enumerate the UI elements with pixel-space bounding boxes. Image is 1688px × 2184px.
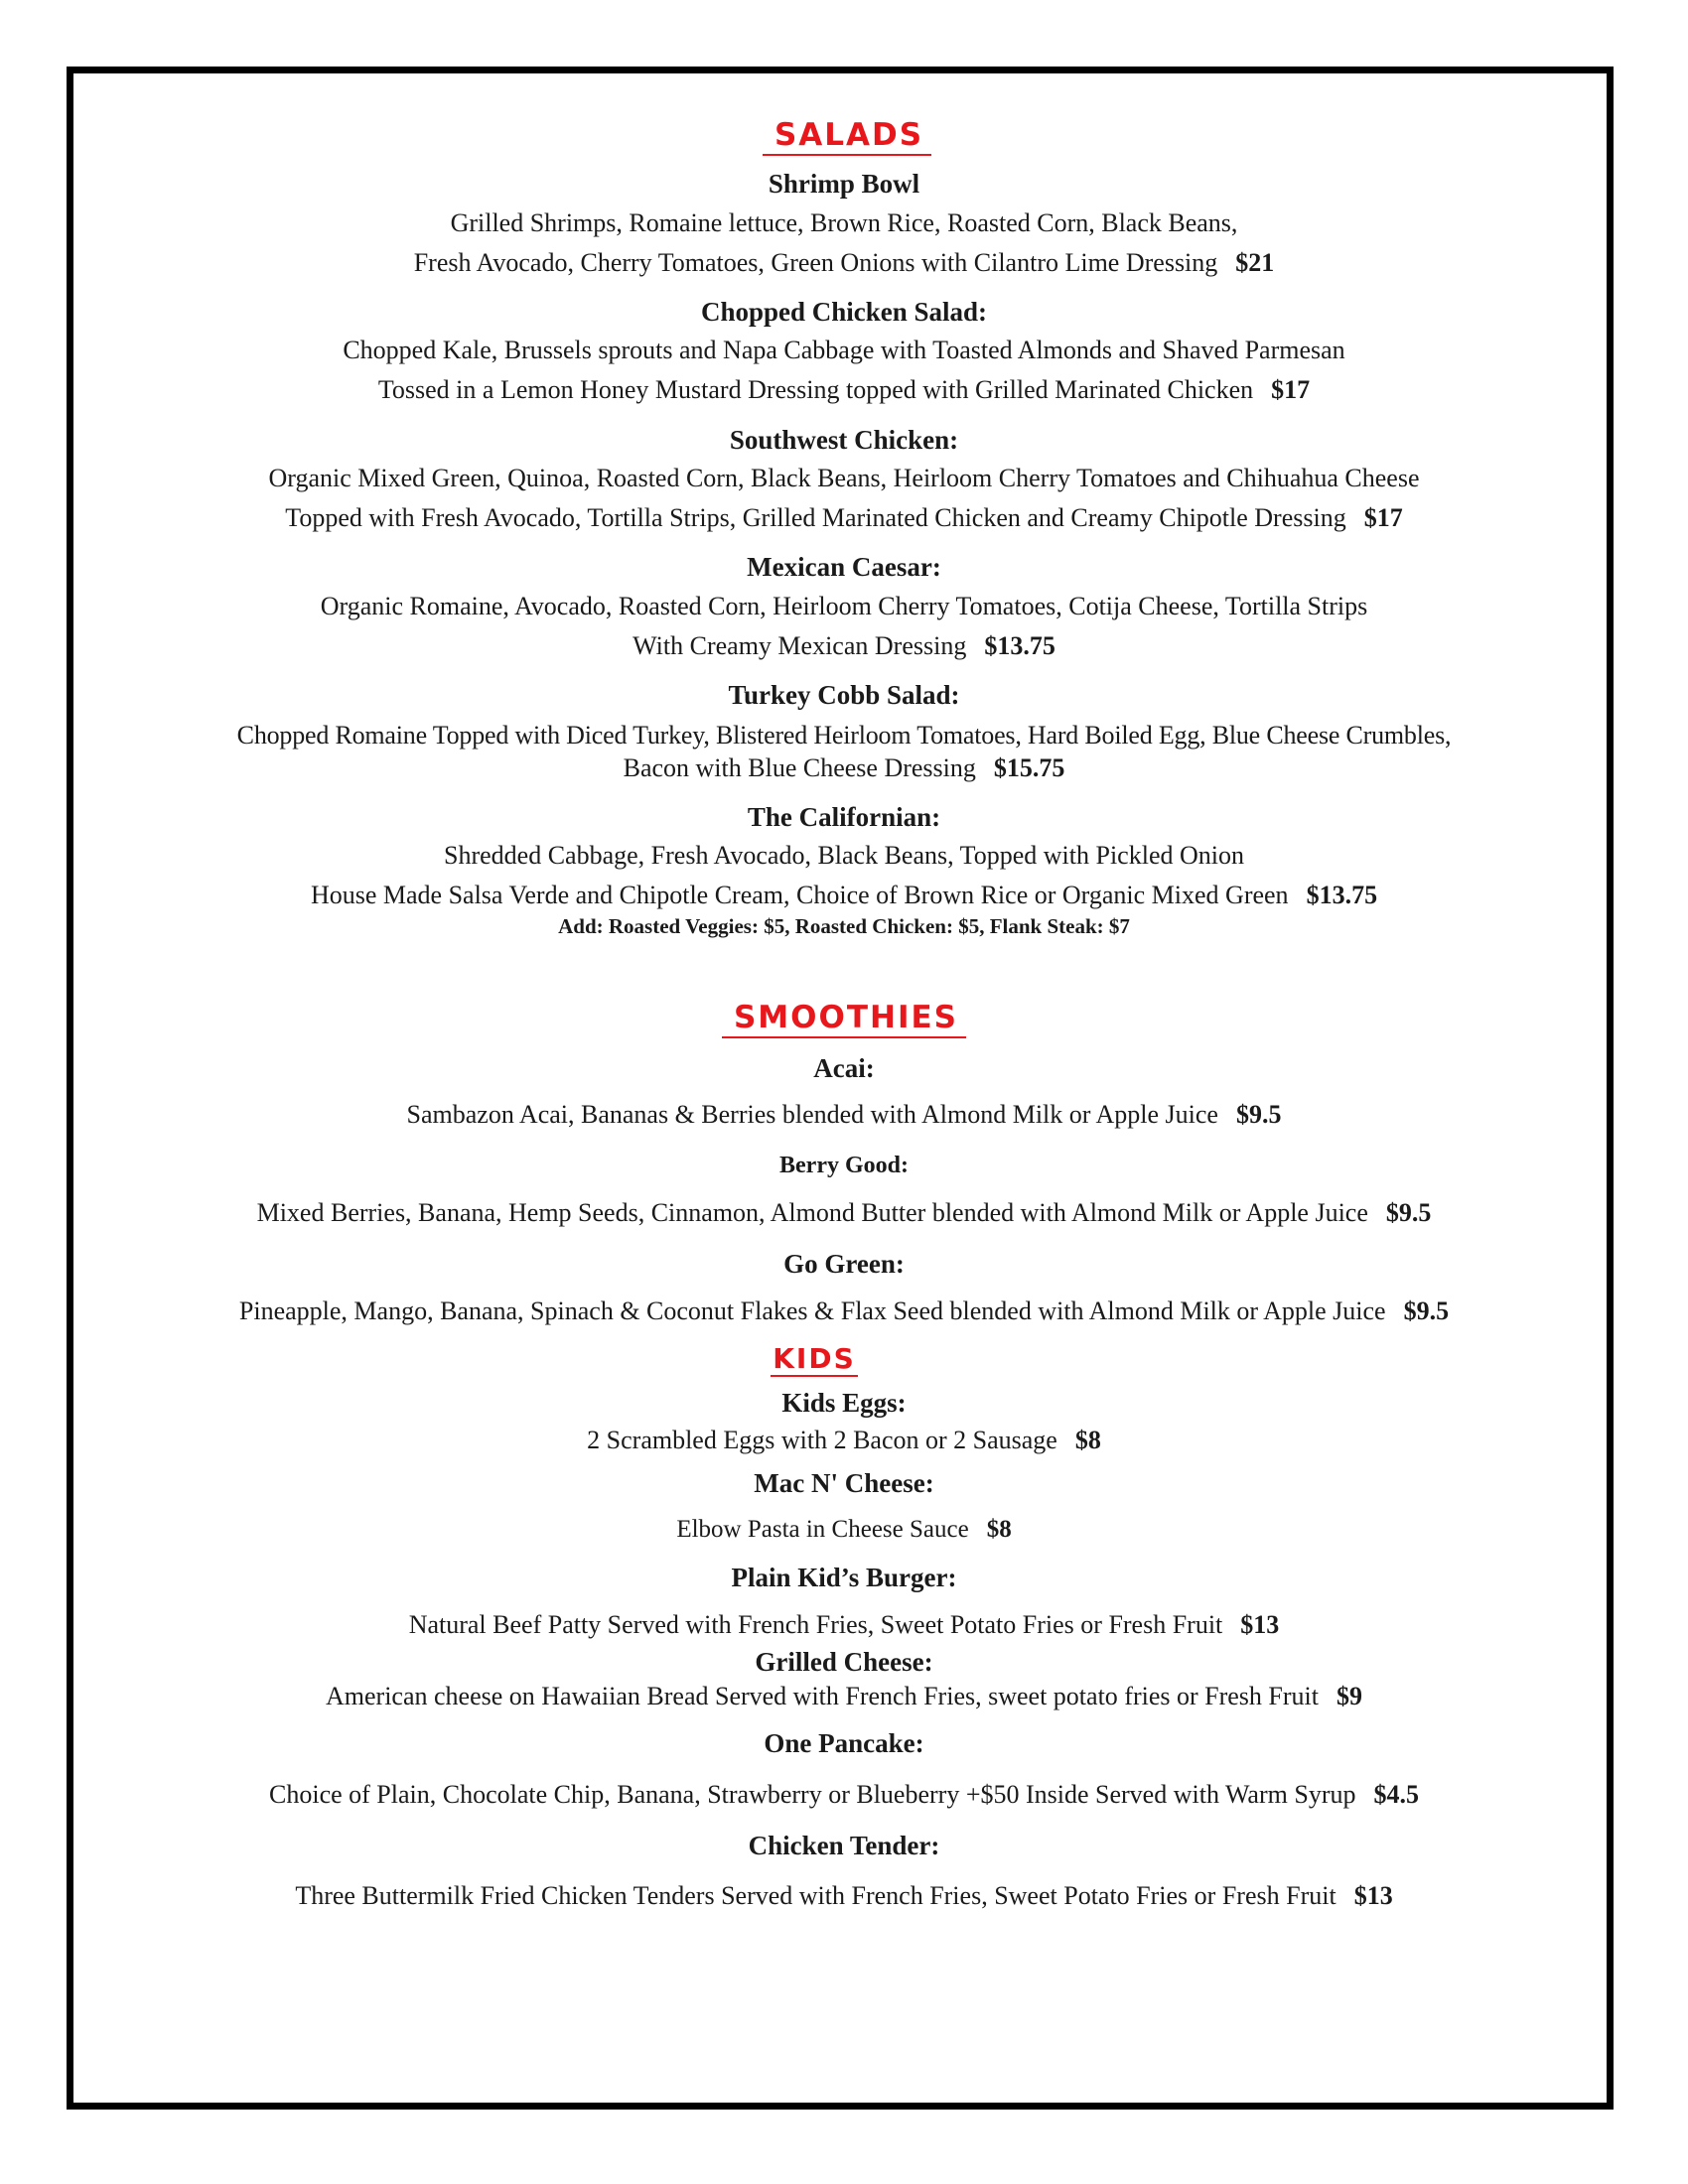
salad-item-turkey-cobb bbox=[73, 679, 1615, 783]
smoothie-item-berry-good bbox=[73, 1152, 1615, 1228]
item-desc-line1: Shredded Cabbage, Fresh Avocado, Black Beans, Topped with Pickled Onion bbox=[444, 841, 1244, 871]
item-price: $15.75 bbox=[993, 752, 1065, 782]
kids-item-burger bbox=[73, 1562, 1615, 1640]
kids-title: KIDS bbox=[771, 1342, 858, 1378]
item-desc-text: Mixed Berries, Banana, Hemp Seeds, Cinnamon, Almond Butter blended with Almond Milk or Apple Juice bbox=[256, 1198, 1368, 1228]
item-desc-line1: Chopped Romaine Topped with Diced Turkey, Blistered Heirloom Tomatoes, Hard Boiled Egg, Blue Cheese Crumbles, bbox=[236, 721, 1452, 751]
item-name: Grilled Cheese: bbox=[755, 1646, 933, 1677]
item-desc bbox=[73, 1610, 1615, 1640]
item-price: $13.75 bbox=[1306, 881, 1378, 910]
item-desc-text: American cheese on Hawaiian Bread Served with French Fries, sweet potato fries or Fresh Fruit bbox=[326, 1682, 1319, 1711]
item-name: Berry Good: bbox=[779, 1153, 909, 1179]
item-desc bbox=[73, 1780, 1615, 1810]
item-desc-text: Tossed in a Lemon Honey Mustard Dressing topped with Grilled Marinated Chicken bbox=[377, 375, 1254, 405]
item-price: $8 bbox=[1074, 1425, 1101, 1454]
item-name: Kids Eggs: bbox=[781, 1388, 907, 1419]
item-price: $9.5 bbox=[1235, 1100, 1282, 1130]
item-name: Turkey Cobb Salad: bbox=[728, 680, 960, 710]
item-name: Shrimp Bowl bbox=[768, 169, 920, 200]
menu-content bbox=[73, 117, 1615, 1912]
item-desc-text: Elbow Pasta in Cheese Sauce bbox=[676, 1516, 969, 1544]
item-desc bbox=[73, 1198, 1615, 1228]
item-desc-line1: Grilled Shrimps, Romaine lettuce, Brown Rice, Roasted Corn, Black Beans, bbox=[450, 207, 1238, 237]
smoothies-title: SMOOTHIES bbox=[722, 1000, 966, 1038]
item-desc-line2 bbox=[73, 248, 1615, 278]
smoothies-header bbox=[73, 1000, 1615, 1038]
salads-title: SALADS bbox=[763, 117, 931, 156]
item-price: $9.5 bbox=[1403, 1296, 1450, 1325]
item-desc-text: 2 Scrambled Eggs with 2 Bacon or 2 Sausage bbox=[587, 1425, 1057, 1454]
kids-header bbox=[73, 1342, 1615, 1378]
item-name: Chopped Chicken Salad: bbox=[700, 296, 988, 327]
item-price: $17 bbox=[1363, 503, 1403, 533]
salad-item-mexican-caesar bbox=[73, 551, 1615, 661]
kids-item-grilled-cheese bbox=[73, 1646, 1615, 1712]
item-desc-line1: Chopped Kale, Brussels sprouts and Napa Cabbage with Toasted Almonds and Shaved Parmesan bbox=[343, 336, 1345, 365]
item-name: Mexican Caesar: bbox=[747, 552, 941, 583]
salad-addons: Add: Roasted Veggies: $5, Roasted Chicken: $5, Flank Steak: $7 bbox=[558, 914, 1130, 939]
item-desc-text: Pineapple, Mango, Banana, Spinach & Coconut Flakes & Flax Seed blended with Almond Milk or Apple Juice bbox=[238, 1296, 1386, 1325]
salads-header bbox=[73, 117, 1615, 156]
item-desc bbox=[73, 1100, 1615, 1130]
item-desc bbox=[73, 1881, 1615, 1911]
salad-item-chopped-chicken bbox=[73, 296, 1615, 406]
kids-item-chicken-tender bbox=[73, 1830, 1615, 1912]
item-desc-line2 bbox=[73, 753, 1615, 783]
item-name: One Pancake: bbox=[764, 1728, 924, 1759]
item-price: $17 bbox=[1271, 375, 1311, 405]
item-desc-text: House Made Salsa Verde and Chipotle Cream, Choice of Brown Rice or Organic Mixed Green bbox=[310, 881, 1289, 910]
item-name: Acai: bbox=[813, 1052, 875, 1083]
kids-item-mac-cheese bbox=[73, 1467, 1615, 1544]
item-name: Chicken Tender: bbox=[748, 1831, 940, 1860]
kids-item-eggs bbox=[73, 1387, 1615, 1455]
item-price: $9 bbox=[1336, 1682, 1362, 1711]
item-desc-text: Three Buttermilk Fried Chicken Tenders Served with French Fries, Sweet Potato Fries or Fresh Fruit bbox=[295, 1881, 1336, 1911]
item-desc-line1: Organic Romaine, Avocado, Roasted Corn, Heirloom Cherry Tomatoes, Cotija Cheese, Tortilla Strips bbox=[320, 591, 1368, 620]
item-desc-line2 bbox=[73, 503, 1615, 533]
item-desc-text: Topped with Fresh Avocado, Tortilla Strips, Grilled Marinated Chicken and Creamy Chipotle Dressing bbox=[285, 503, 1346, 533]
item-price: $13 bbox=[1353, 1881, 1393, 1911]
item-name: Mac N' Cheese: bbox=[754, 1467, 934, 1498]
item-price: $9.5 bbox=[1385, 1198, 1432, 1228]
item-name: Plain Kid’s Burger: bbox=[731, 1563, 957, 1593]
item-name: Southwest Chicken: bbox=[729, 424, 959, 455]
item-desc-text: Natural Beef Patty Served with French Fries, Sweet Potato Fries or Fresh Fruit bbox=[408, 1609, 1223, 1639]
item-desc bbox=[73, 1515, 1615, 1544]
item-desc bbox=[73, 1682, 1615, 1711]
item-desc-text: Sambazon Acai, Bananas & Berries blended with Almond Milk or Apple Juice bbox=[406, 1100, 1218, 1130]
item-price: $13.75 bbox=[984, 630, 1055, 660]
item-name: The Californian: bbox=[747, 801, 941, 832]
item-desc bbox=[73, 1426, 1615, 1455]
item-desc-text: Fresh Avocado, Cherry Tomatoes, Green Onions with Cilantro Lime Dressing bbox=[413, 247, 1218, 277]
smoothie-item-acai bbox=[73, 1052, 1615, 1131]
item-desc bbox=[73, 1297, 1615, 1326]
item-price: $8 bbox=[986, 1516, 1012, 1544]
salad-item-southwest-chicken bbox=[73, 424, 1615, 534]
item-desc-line2 bbox=[73, 375, 1615, 405]
item-desc-text: Bacon with Blue Cheese Dressing bbox=[623, 752, 976, 782]
item-price: $13 bbox=[1240, 1609, 1280, 1639]
item-desc-text: With Creamy Mexican Dressing bbox=[633, 630, 967, 660]
smoothie-item-go-green bbox=[73, 1248, 1615, 1326]
item-price: $4.5 bbox=[1373, 1779, 1419, 1809]
kids-item-pancake bbox=[73, 1727, 1615, 1810]
item-desc-line2 bbox=[73, 881, 1615, 910]
salad-item-shrimp-bowl bbox=[73, 168, 1615, 278]
item-name: Go Green: bbox=[783, 1249, 905, 1280]
item-price: $21 bbox=[1235, 247, 1275, 277]
item-desc-line2 bbox=[73, 631, 1615, 661]
item-desc-line1: Organic Mixed Green, Quinoa, Roasted Corn, Black Beans, Heirloom Cherry Tomatoes and Chihuahua Cheese bbox=[268, 463, 1420, 492]
salad-item-californian bbox=[73, 801, 1615, 940]
item-desc-text: Choice of Plain, Chocolate Chip, Banana, Strawberry or Blueberry +$50 Inside Served with Warm Syrup bbox=[269, 1779, 1356, 1809]
